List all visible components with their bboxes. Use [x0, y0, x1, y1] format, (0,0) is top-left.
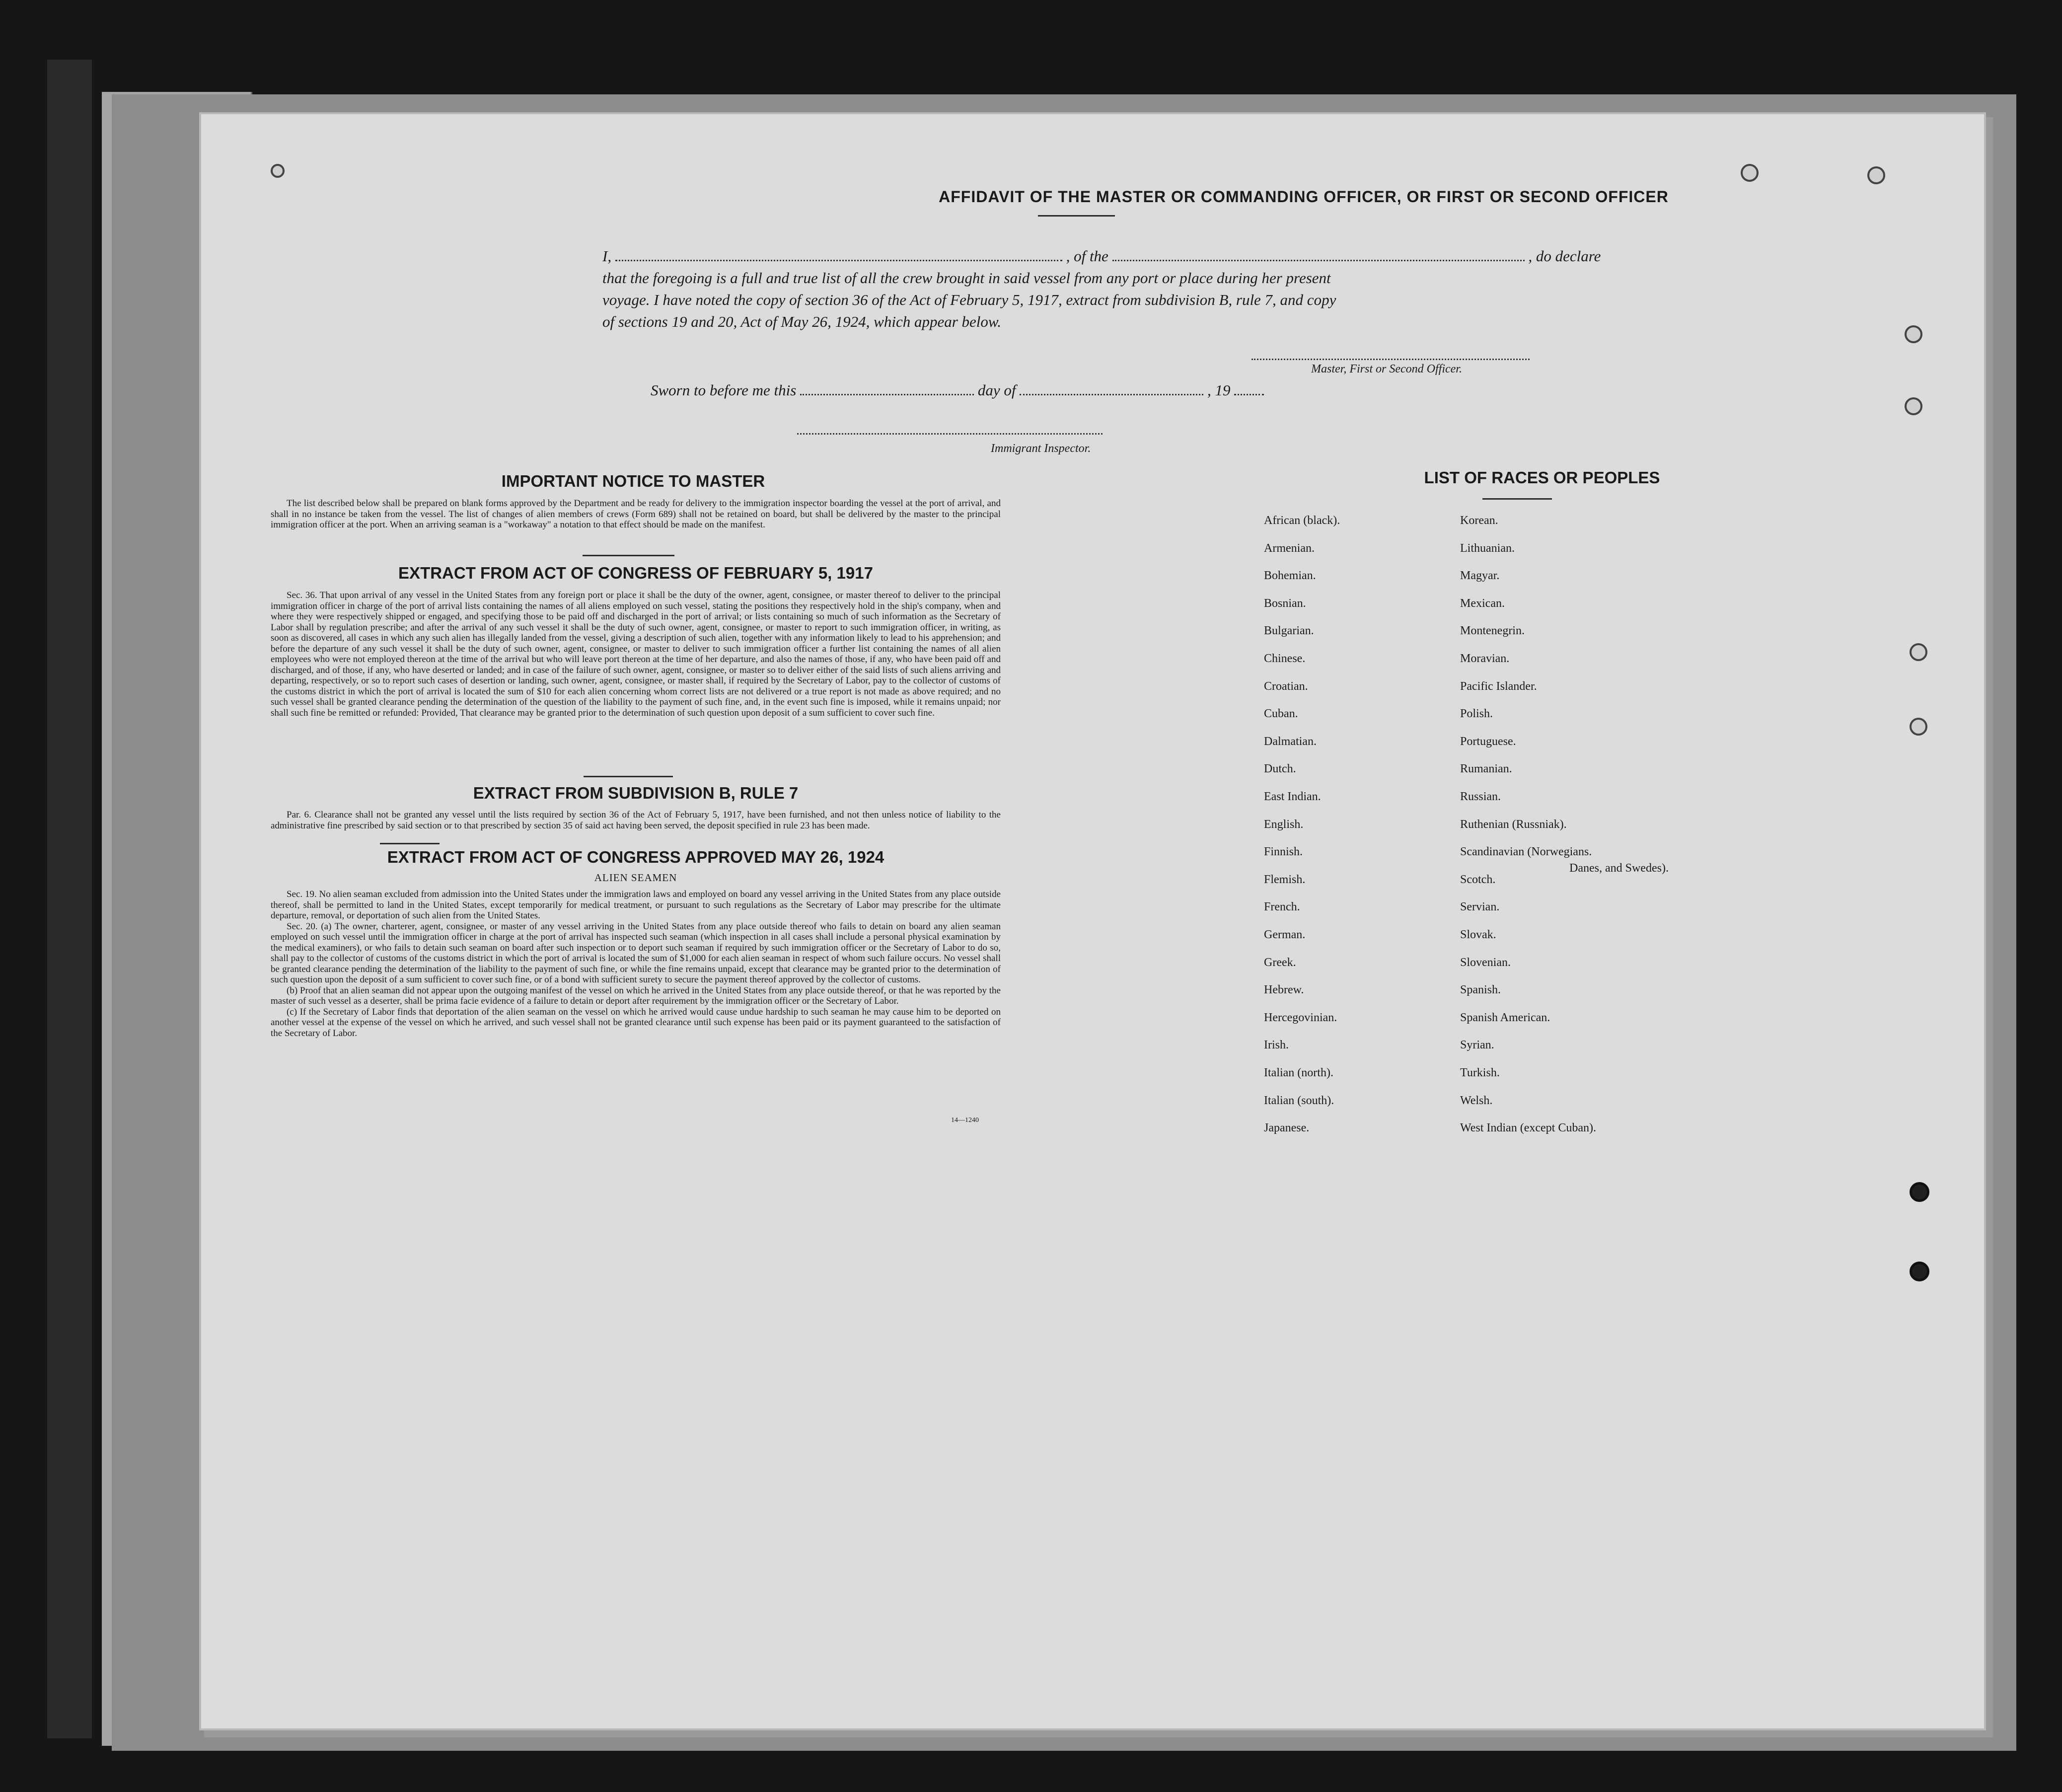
race-item: Croatian.	[1264, 679, 1308, 693]
rule-7-title: EXTRACT FROM SUBDIVISION B, RULE 7	[473, 784, 799, 802]
race-item: Irish.	[1264, 1039, 1289, 1052]
race-item: Moravian.	[1460, 652, 1510, 665]
race-item: Montenegrin.	[1460, 624, 1525, 638]
race-item: German.	[1264, 928, 1306, 941]
race-item-continuation: Danes, and Swedes).	[1569, 862, 1669, 875]
sec-20b-paragraph: (b) Proof that an alien seaman did not appear upon the outgoing manifest of the vessel on which he arrived in the United States from any place outside thereof, or that he was reported by the master of such vessel as a deserter, shall be prima facie evidence of a failure to detain or deport after requirement by the immigration officer or the Secretary of Labor.	[271, 985, 1001, 1006]
punch-hole	[1905, 325, 1922, 343]
master-signature-line[interactable]	[1252, 359, 1530, 360]
race-item: Dalmatian.	[1264, 735, 1317, 748]
punch-hole	[1910, 643, 1927, 661]
affidavit-line-2: that the foregoing is a full and true list of all the crew brought in said vessel from any port or place during her present	[602, 269, 1331, 287]
affidavit-declare: , do declare	[1528, 247, 1601, 265]
sec-20a-paragraph: Sec. 20. (a) The owner, charterer, agent, consignee, or master of any vessel arriving in the United States from any place outside thereof who fails to detain on board any alien seaman employed on such vessel until the immigration officer in charge at the port of arrival has inspected such seaman (which inspection in all cases shall include a personal physical examination by the medical examiners), or who fails to detain such seaman on board after such inspection or to deport such seaman if required by such immigration officer or the Secretary of Labor to do so, shall pay to the collector of customs of the customs district in which the port of arrival is located the sum of $1,000 for each alien seaman in respect of whom such failure occurs. No vessel shall be granted clearance pending the determination of the liability to the payment of such fine, or while the fine remains unpaid, except that clearance may be granted prior to the determination of such question upon the deposit of a sum sufficient to cover such fine, or of a bond with sufficient surety to secure the payment thereof approved by the collector of customs.	[271, 921, 1001, 985]
race-item: Scotch.	[1460, 873, 1496, 886]
affidavit-line-1	[602, 247, 1601, 265]
race-item: Italian (north).	[1264, 1066, 1333, 1079]
crew-list-reverse-page	[201, 114, 1984, 1728]
title-divider	[1038, 215, 1115, 217]
extract-1924-title: EXTRACT FROM ACT OF CONGRESS APPROVED MAY 26, 1924	[387, 848, 884, 866]
punch-hole	[1910, 1182, 1929, 1202]
race-item: Bulgarian.	[1264, 624, 1314, 638]
inspector-signature-line[interactable]	[797, 433, 1103, 435]
affidavit-title: AFFIDAVIT OF THE MASTER OR COMMANDING OFFICER, OR FIRST OR SECOND OFFICER	[939, 188, 1669, 206]
races-divider	[1482, 498, 1552, 500]
extract-1917-title: EXTRACT FROM ACT OF CONGRESS OF FEBRUARY 5, 1917	[398, 564, 873, 582]
race-item: Servian.	[1460, 900, 1500, 914]
race-item: Greek.	[1264, 956, 1296, 969]
section-36-paragraph: Sec. 36. That upon arrival of any vessel in the United States from any foreign port or place it shall be the duty of the owner, agent, consignee, or master thereof to deliver to the principal immigration officer in charge of the port of arrival lists containing the names of all aliens employed on such vessel, stating the positions they respectively hold in the ship's company, when and where they were respectively shipped or engaged, and specifying those to be paid off and discharged in the port of arrival; or lists containing so much of such information as the Secretary of Labor shall by regulation prescribe; and after the arrival of any such vessel it shall be the duty of such owner, agent, consignee, or master to report to such immigration officer, in writing, as soon as discovered, all cases in which any such alien has illegally landed from the vessel, giving a description of such alien, together with any information likely to lead to his apprehension; and before the departure of any such vessel it shall be the duty of such owner, agent, consignee, or master to deliver to such immigration officer a further list containing the names of all alien employees who were not employed thereon at the time of the arrival but who will leave port thereon at the time of her departure, and also the names of those, if any, who have been paid off and discharged, and of those, if any, who have deserted or landed; and in case of the failure of such owner, agent, consignee, or master so to deliver either of the said lists of such aliens arriving and departing, respectively, or so to report such cases of desertion or landing, such owner, agent, consignee, or master shall, if required by the Secretary of Labor, pay to the collector of customs of the customs district in which the port of arrival is located the sum of $10 for each alien concerning whom correct lists are not delivered or a true report is not made as above required; and no such vessel shall be granted clearance pending the determination of the question of the liability to the payment of such fine, and, in the event such fine is imposed, while it remains unpaid; nor shall such fine be remitted or refunded: Provided, That clearance may be granted prior to the determination of such question upon deposit of a sum sufficient to cover such fine.	[271, 590, 1001, 718]
race-item: Magyar.	[1460, 569, 1500, 583]
race-item: Portuguese.	[1460, 735, 1516, 748]
race-item: Spanish American.	[1460, 1011, 1550, 1024]
affidavit-line-4: of sections 19 and 20, Act of May 26, 1924, which appear below.	[602, 313, 1002, 330]
punch-hole	[1905, 397, 1922, 415]
vessel-field[interactable]	[1112, 260, 1525, 261]
punch-hole	[1910, 718, 1927, 736]
race-item: Slovak.	[1460, 928, 1496, 941]
sworn-year-field[interactable]	[1234, 394, 1264, 395]
race-item: Flemish.	[1264, 873, 1306, 886]
race-item: Lithuanian.	[1460, 541, 1515, 555]
par-6-paragraph: Par. 6. Clearance shall not be granted any vessel until the lists required by section 36 of the Act of February 5, 1917, have been furnished, and not then unless notice of liability to the administrative fine prescribed by said section or to that prescribed by section 35 of said act having been served, the deposit specified in rule 23 has been made.	[271, 810, 1001, 831]
races-title: LIST OF RACES OR PEOPLES	[1424, 468, 1660, 487]
rule-7-divider	[380, 843, 440, 844]
affidavit-i: I,	[602, 247, 612, 265]
race-item: Chinese.	[1264, 652, 1306, 665]
race-item: Mexican.	[1460, 597, 1505, 610]
punch-hole	[271, 164, 285, 178]
affidavit-of-the: , of the	[1066, 247, 1108, 265]
race-item: Syrian.	[1460, 1039, 1494, 1052]
race-item: Polish.	[1460, 707, 1493, 721]
race-item: Slovenian.	[1460, 956, 1511, 969]
race-item: Welsh.	[1460, 1094, 1493, 1107]
race-item: Bosnian.	[1264, 597, 1306, 610]
sec-19-paragraph: Sec. 19. No alien seaman excluded from admission into the United States under the immigration laws and employed on board any vessel arriving in the United States from any place outside thereof, shall be permitted to land in the United States, except temporarily for medical treatment, or pursuant to such regulations as the Secretary of Labor may prescribe for the ultimate departure, removal, or deportation of such alien from the United States.	[271, 889, 1001, 921]
race-item: Rumanian.	[1460, 762, 1512, 776]
race-item: Italian (south).	[1264, 1094, 1334, 1107]
background-frame	[47, 60, 92, 1738]
race-item: Bohemian.	[1264, 569, 1316, 583]
race-item: Spanish.	[1460, 983, 1501, 997]
inspector-label: Immigrant Inspector.	[991, 442, 1091, 455]
race-item: West Indian (except Cuban).	[1460, 1121, 1596, 1135]
punch-hole	[1741, 164, 1759, 182]
year-label: , 19	[1207, 381, 1231, 399]
sworn-label: Sworn to before me this	[651, 381, 797, 399]
name-field[interactable]	[615, 260, 1062, 261]
form-number: 14—1240	[951, 1117, 979, 1124]
race-item: Finnish.	[1264, 845, 1303, 859]
sec-20c-paragraph: (c) If the Secretary of Labor finds that deportation of the alien seaman on the vessel on which he arrived would cause undue hardship to such seaman he may cause him to be deported on another vessel at the expense of the vessel on which he arrived, and such vessel shall not be granted clearance until such expense has been paid or its payment guaranteed to the satisfaction of the Secretary of Labor.	[271, 1006, 1001, 1039]
race-item: Dutch.	[1264, 762, 1296, 776]
punch-hole	[1867, 166, 1885, 184]
notice-text	[271, 498, 1001, 530]
extract-1917-divider	[584, 776, 673, 777]
master-signature-label: Master, First or Second Officer.	[1311, 363, 1462, 375]
notice-paragraph: The list described below shall be prepared on blank forms approved by the Department and be ready for delivery to the immigration inspector boarding the vessel at the port of arrival, and shall in no instance be taken from the vessel. The list of changes of alien members of crews (Form 689) shall not be retained on board, but shall be delivered by the master to the principal immigration officer at the port. When an arriving seaman is a "workaway" a notation to that effect should be made on the manifest.	[271, 498, 1001, 530]
extract-1924-text	[271, 889, 1001, 1039]
race-item: Pacific Islander.	[1460, 679, 1537, 693]
notice-divider	[583, 555, 674, 556]
race-item: Scandinavian (Norwegians.	[1460, 845, 1592, 859]
rule-7-text	[271, 810, 1001, 831]
race-item: Korean.	[1460, 514, 1498, 527]
punch-hole	[1910, 1262, 1929, 1281]
race-item: Ruthenian (Russniak).	[1460, 818, 1567, 831]
race-item: Hebrew.	[1264, 983, 1304, 997]
extract-1917-text	[271, 590, 1001, 718]
affidavit-line-3: voyage. I have noted the copy of section 36 of the Act of February 5, 1917, extract from subdivision B, rule 7, and copy	[602, 291, 1336, 308]
sworn-day-field[interactable]	[800, 394, 974, 395]
race-item: African (black).	[1264, 514, 1340, 527]
day-of-label: day of	[977, 381, 1016, 399]
race-item: Armenian.	[1264, 541, 1315, 555]
race-item: Russian.	[1460, 790, 1501, 803]
race-item: Japanese.	[1264, 1121, 1310, 1135]
sworn-line	[651, 381, 1264, 399]
notice-title: IMPORTANT NOTICE TO MASTER	[501, 472, 765, 490]
race-item: East Indian.	[1264, 790, 1321, 803]
race-item: Cuban.	[1264, 707, 1298, 721]
race-item: Turkish.	[1460, 1066, 1500, 1079]
sworn-month-field[interactable]	[1020, 394, 1203, 395]
race-item: Hercegovinian.	[1264, 1011, 1337, 1024]
race-item: English.	[1264, 818, 1304, 831]
race-item: French.	[1264, 900, 1300, 914]
alien-seamen-subtitle: ALIEN SEAMEN	[594, 872, 677, 884]
